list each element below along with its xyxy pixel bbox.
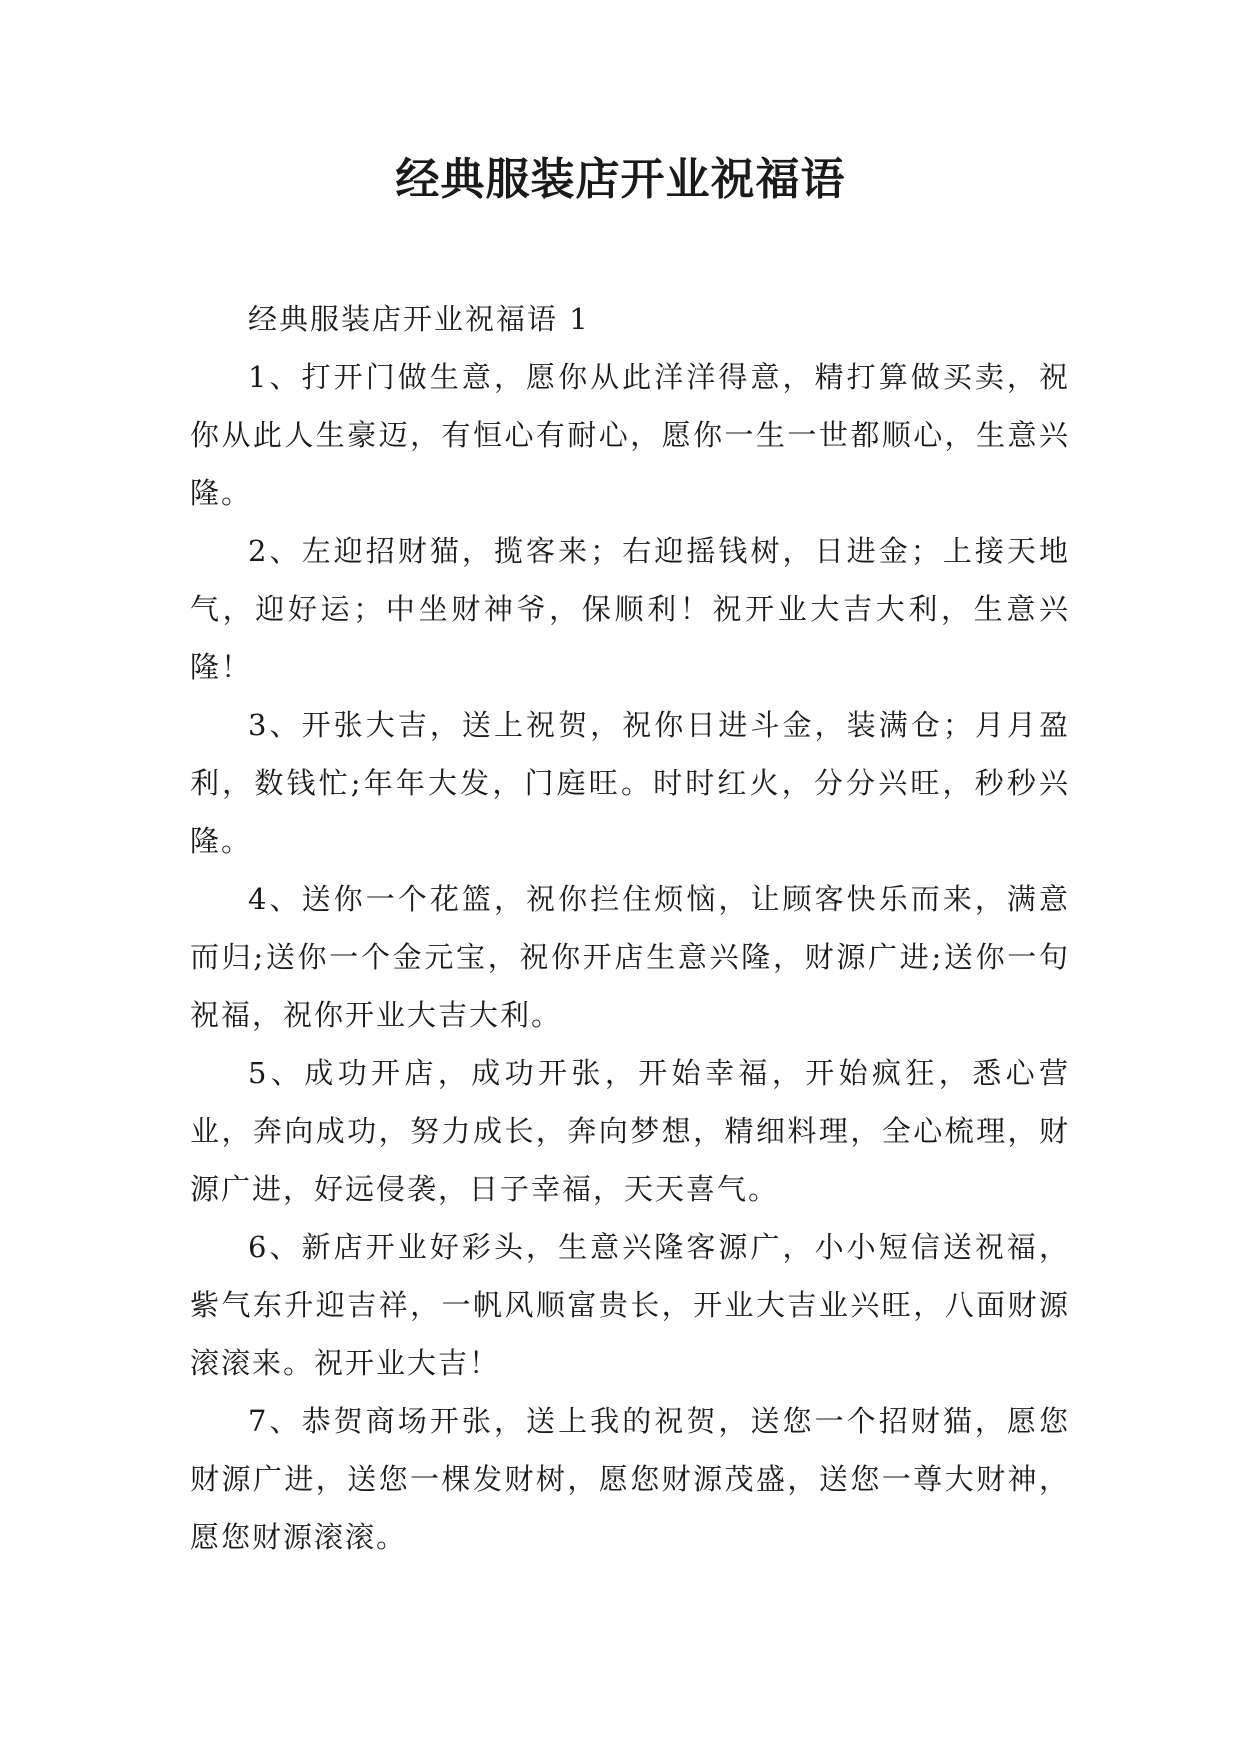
paragraph-7: 7、恭贺商场开张，送上我的祝贺，送您一个招财猫，愿您财源广进，送您一棵发财树，愿您财源茂盛，送您一尊大财神，愿您财源滚滚。 xyxy=(190,1404,1070,1554)
page-title: 经典服装店开业祝福语 xyxy=(395,154,846,205)
paragraph-1: 1、打开门做生意，愿你从此洋洋得意，精打算做买卖，祝你从此人生豪迈，有恒心有耐心，愿你一生一世都顺心，生意兴隆。 xyxy=(190,360,1070,510)
document-body xyxy=(190,290,1070,1566)
paragraph-2: 2、左迎招财猫，揽客来；右迎摇钱树，日进金；上接天地气，迎好运；中坐财神爷，保顺利！祝开业大吉大利，生意兴隆！ xyxy=(190,534,1070,684)
paragraph-6: 6、新店开业好彩头，生意兴隆客源广，小小短信送祝福，紫气东升迎吉祥，一帆风顺富贵长，开业大吉业兴旺，八面财源滚滚来。祝开业大吉！ xyxy=(190,1230,1070,1380)
paragraph-3: 3、开张大吉，送上祝贺，祝你日进斗金，装满仓；月月盈利，数钱忙;年年大发，门庭旺。时时红火，分分兴旺，秒秒兴隆。 xyxy=(190,708,1070,858)
paragraph-4: 4、送你一个花篮，祝你拦住烦恼，让顾客快乐而来，满意而归;送你一个金元宝，祝你开店生意兴隆，财源广进;送你一句祝福，祝你开业大吉大利。 xyxy=(190,882,1070,1032)
paragraph-5: 5、成功开店，成功开张，开始幸福，开始疯狂，悉心营业，奔向成功，努力成长，奔向梦想，精细料理，全心梳理，财源广进，好远侵袭，日子幸福，天天喜气。 xyxy=(190,1056,1070,1206)
section-heading: 经典服装店开业祝福语 1 xyxy=(248,302,590,336)
